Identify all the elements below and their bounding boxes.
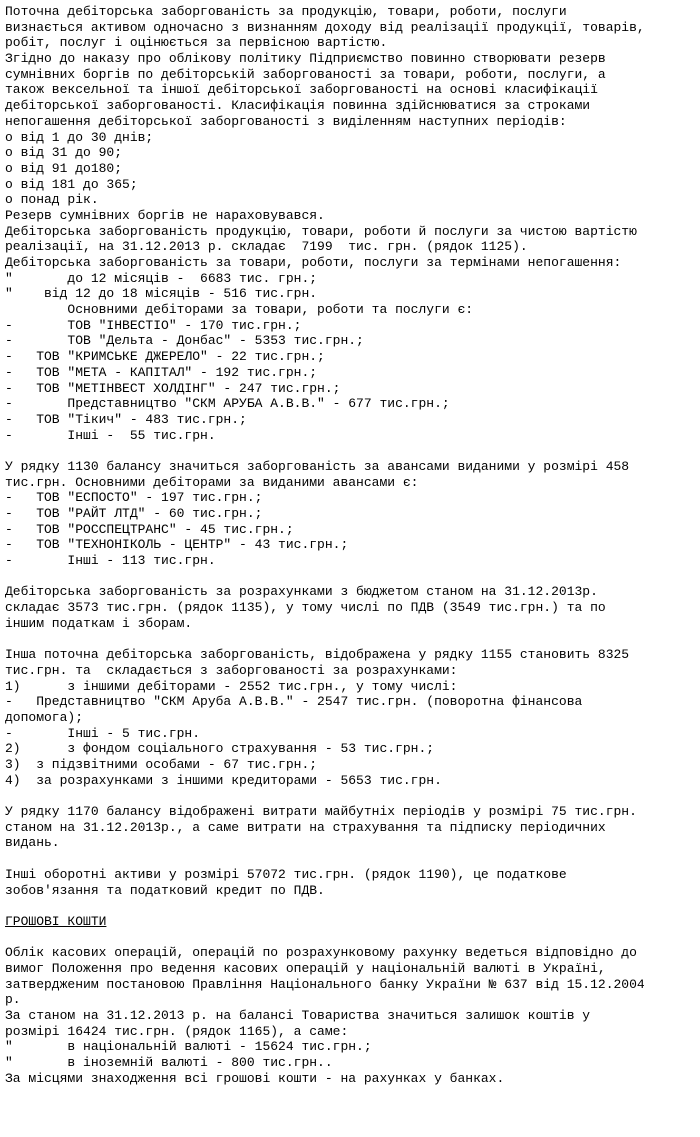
text-line: - Представництво "СКМ Аруба А.В.В." - 2547 тис.грн. (поворотна фінансова bbox=[5, 694, 583, 710]
text-line: іншим податкам і зборам. bbox=[5, 615, 193, 631]
text-line: зобов'язання та податковий кредит по ПДВ. bbox=[5, 882, 325, 898]
text-line: 2) з фондом соціального страхування - 53 тис.грн.; bbox=[5, 741, 435, 757]
text-line: o від 31 до 90; bbox=[5, 145, 123, 161]
text-line: У рядку 1130 балансу значиться заборгованість за авансами виданими у розмірі 458 bbox=[5, 458, 630, 474]
text-line bbox=[5, 632, 700, 648]
text-line: станом на 31.12.2013р., а саме витрати на страхування та підписку періодичних bbox=[5, 819, 606, 835]
text-line: дебіторської заборгованості. Класифікація повинна здійснюватися за строками bbox=[5, 98, 591, 114]
text-line: 3) з підзвітними особами - 67 тис.грн.; bbox=[5, 757, 318, 772]
text-line: тис.грн. Основними дебіторами за виданими авансами є: bbox=[5, 474, 419, 490]
text-line: - Представництво "СКМ АРУБА А.В.В." - 677 тис.грн.; bbox=[5, 396, 450, 412]
text-line: За станом на 31.12.2013 р. на балансі Товариства значиться залишок коштів у bbox=[5, 1008, 591, 1023]
text-line: Дебіторська заборгованість за товари, роботи, послуги за термінами непогашення: bbox=[5, 255, 622, 270]
text-line: - ТОВ "Дельта - Донбас" - 5353 тис.грн.; bbox=[5, 333, 364, 349]
text-line: o від 181 до 365; bbox=[5, 176, 138, 192]
text-line: - Інші - 55 тис.грн. bbox=[5, 427, 216, 443]
text-line: Поточна дебіторська заборгованість за продукцію, товари, роботи, послуги bbox=[5, 4, 567, 19]
text-line: - ТОВ "МЕТА - КАПІТАЛ" - 192 тис.грн.; bbox=[5, 364, 318, 380]
text-line: - ТОВ "МЕТІНВЕСТ ХОЛДІНГ" - 247 тис.грн.; bbox=[5, 380, 341, 396]
text-line: робіт, послуг і оцінюється за первісною вартістю. bbox=[5, 35, 388, 51]
text-line: o від 91 до180; bbox=[5, 160, 123, 176]
text-line: тис.грн. та складається з заборгованості за розрахунками: bbox=[5, 662, 458, 678]
text-line: o від 1 до 30 днів; bbox=[5, 129, 154, 145]
text-line: - ТОВ "РОССПЕЦТРАНС" - 45 тис.грн.; bbox=[5, 521, 294, 537]
text-line: затвердженим постановою Правління Національного банку України № 637 від 15.12.2004 bbox=[5, 976, 645, 992]
text-line: Дебіторська заборгованість продукцію, товари, роботи й послуги за чистою вартістю bbox=[5, 223, 637, 239]
text-line: 1) з іншими дебіторами - 2552 тис.грн., у тому числі: bbox=[5, 678, 458, 694]
text-line: - ТОВ "РАЙТ ЛТД" - 60 тис.грн.; bbox=[5, 506, 263, 521]
text-line bbox=[5, 851, 700, 867]
text-line: " до 12 місяців - 6683 тис. грн.; bbox=[5, 270, 318, 286]
text-line: реалізації, на 31.12.2013 р. складає 7199 тис. грн. (рядок 1125). bbox=[5, 239, 528, 255]
text-line: o понад рік. bbox=[5, 192, 99, 208]
text-line: розмірі 16424 тис.грн. (рядок 1165), а саме: bbox=[5, 1023, 349, 1039]
text-line: - ТОВ "ІНВЕСТІО" - 170 тис.грн.; bbox=[5, 317, 302, 333]
text-line: непогашення дебіторської заборгованості з виділенням наступних періодів: bbox=[5, 113, 567, 129]
text-line: - ТОВ "Тікич" - 483 тис.грн.; bbox=[5, 411, 247, 427]
text-line: За місцями знаходження всі грошові кошти - на рахунках у банках. bbox=[5, 1070, 505, 1086]
text-line: визнається активом одночасно з визнанням доходу від реалізації продукції, товарів, bbox=[5, 19, 645, 35]
text-line bbox=[5, 930, 700, 946]
text-line: видань. bbox=[5, 835, 60, 851]
text-line: Облік касових операцій, операцій по розрахунковому рахунку ведеться відповідно до bbox=[5, 945, 637, 961]
text-line: У рядку 1170 балансу відображені витрати майбутніх періодів у розмірі 75 тис.грн. bbox=[5, 804, 637, 820]
text-line bbox=[5, 443, 700, 459]
text-line: складає 3573 тис.грн. (рядок 1135), у тому числі по ПДВ (3549 тис.грн.) та по bbox=[5, 600, 606, 616]
text-line: " в іноземній валюті - 800 тис.грн.. bbox=[5, 1055, 333, 1071]
text-line: Згідно до наказу про облікову політику Підприємство повинно створювати резерв bbox=[5, 51, 606, 67]
text-line: сумнівних боргів по дебіторській заборгованості за товари, роботи, послуги, а bbox=[5, 66, 606, 82]
text-line: - ТОВ "КРИМСЬКЕ ДЖЕРЕЛО" - 22 тис.грн.; bbox=[5, 349, 325, 365]
text-line bbox=[5, 788, 700, 804]
text-line: Основними дебіторами за товари, роботи та послуги є: bbox=[5, 302, 474, 318]
text-line: р. bbox=[5, 992, 21, 1008]
text-line: 4) за розрахунками з іншими кредиторами - 5653 тис.грн. bbox=[5, 772, 442, 788]
text-line: Інші оборотні активи у розмірі 57072 тис.грн. (рядок 1190), це податкове bbox=[5, 866, 567, 882]
text-line: - ТОВ "ТЕХНОНІКОЛЬ - ЦЕНТР" - 43 тис.грн.; bbox=[5, 537, 349, 553]
text-line bbox=[5, 569, 700, 585]
text-line bbox=[5, 898, 700, 914]
text-line: вимог Положення про ведення касових операцій у національній валюті в Україні, bbox=[5, 960, 606, 976]
text-line: Інша поточна дебіторська заборгованість, відображена у рядку 1155 становить 8325 bbox=[5, 647, 630, 663]
text-line: також вексельної та іншої дебіторської заборгованості на основі класифікації bbox=[5, 82, 598, 98]
text-line: Резерв сумнівних боргів не нараховувався. bbox=[5, 207, 325, 223]
text-line: допомога); bbox=[5, 709, 84, 725]
text-line: " від 12 до 18 місяців - 516 тис.грн. bbox=[5, 286, 318, 302]
text-line: " в національній валюті - 15624 тис.грн.; bbox=[5, 1039, 372, 1055]
text-line: Дебіторська заборгованість за розрахунками з бюджетом станом на 31.12.2013р. bbox=[5, 584, 598, 600]
text-line: - ТОВ "ЕСПОСТО" - 197 тис.грн.; bbox=[5, 490, 263, 506]
text-line: - Інші - 113 тис.грн. bbox=[5, 553, 216, 569]
section-heading: ГРОШОВІ КОШТИ bbox=[5, 913, 107, 929]
text-line: - Інші - 5 тис.грн. bbox=[5, 725, 201, 741]
